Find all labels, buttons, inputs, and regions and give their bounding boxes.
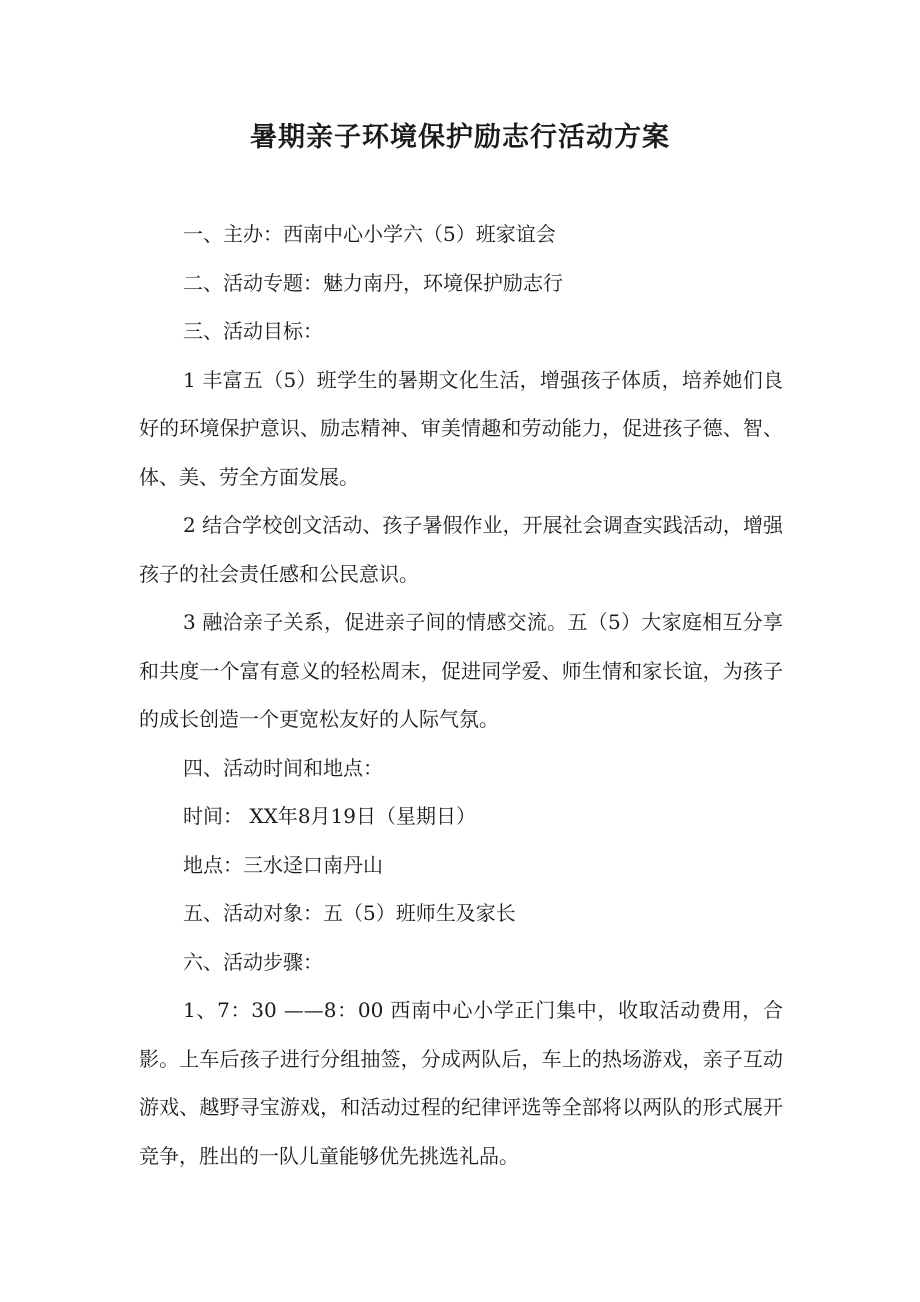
place-line: 地点：三水迳口南丹山 (183, 852, 383, 877)
time-line: 时间： XX年8月19日（星期日） (183, 804, 477, 828)
step-paragraph-1: 1、7：30 ——8：00 西南中心小学正门集中，收取活动费用，合影。上车后孩子进行分组抽签，分成两队后，车上的热场游戏，亲子互动游戏、越野寻宝游戏，和活动过程的纪律评选等全部将以两队的形式展开竞争，胜出的一队儿童能够优先挑选礼品。 (139, 998, 783, 1168)
goal-paragraph-3: 3 融洽亲子关系，促进亲子间的情感交流。五（5）大家庭相互分享和共度一个富有意义的轻松周末，促进同学爱、师生情和家长谊，为孩子的成长创造一个更宽松友好的人际气氛。 (139, 610, 783, 731)
goal-paragraph-1: 1 丰富五（5）班学生的暑期文化生活，增强孩子体质，培养她们良好的环境保护意识、励志精神、审美情趣和劳动能力，促进孩子德、智、体、美、劳全方面发展。 (139, 367, 783, 489)
time-place-heading: 四、活动时间和地点： (183, 755, 383, 780)
steps-heading: 六、活动步骤： (183, 949, 323, 974)
goals-heading: 三、活动目标： (183, 319, 323, 343)
organizer-line: 一、主办：西南中心小学六（5）班家谊会 (183, 222, 556, 246)
document-title: 暑期亲子环境保护励志行活动方案 (250, 122, 670, 153)
document-body (139, 210, 783, 1180)
theme-line: 二、活动专题：魅力南丹，环境保护励志行 (183, 270, 563, 295)
goal-paragraph-2: 2 结合学校创文活动、孩子暑假作业，开展社会调查实践活动，增强孩子的社会责任感和公民意识。 (139, 513, 783, 586)
participants-line: 五、活动对象：五（5）班师生及家长 (183, 901, 516, 925)
